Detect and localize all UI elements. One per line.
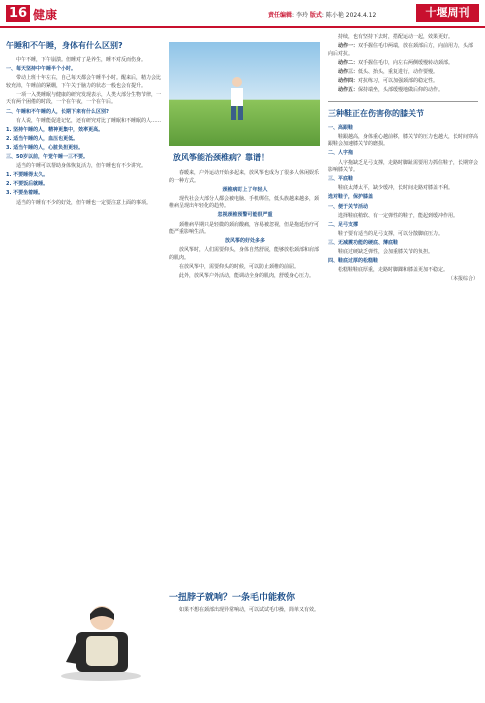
move-3-label: 动作三： <box>338 68 359 75</box>
kite-figure-icon <box>221 76 253 122</box>
left-s1-p2: 一项一入类睡眠与健康的研究发现表示，人类大部分生物节律，一天有两个困倦的时段，一个在午夜，一个在午后。 <box>6 91 162 106</box>
right-section-title: 三种鞋正在伤害你的膝关节 <box>328 108 424 118</box>
choose-3-title: 三、无减震功能的硬底、薄底鞋 <box>328 239 399 246</box>
choose-2-text: 鞋子要有适当的足弓支撑，可以分散脚底压力。 <box>338 230 444 237</box>
left-s2-item-1: 1. 坚持午睡的人，精神更集中，效率更高。 <box>6 126 104 133</box>
page-number: 16 <box>6 5 30 22</box>
left-s3-item-3: 3. 不要坐着睡。 <box>6 190 44 197</box>
middle-sec1-p: 现代社会大部分人都会被电脑、手机绑住，低头族越来越多，颈椎病呈现出年轻化的趋势。 <box>169 195 320 210</box>
right-article <box>328 34 478 285</box>
move-2-label: 动作二： <box>338 59 359 66</box>
left-s2-item-3: 3. 适当午睡的人，心脏负担更轻。 <box>6 144 84 151</box>
middle-sec-4: 一扭脖子就响？一条毛巾能救你 <box>169 593 296 603</box>
section-title: 健康 <box>33 8 58 22</box>
middle-sec2-p: 颈椎病早期只是轻微的颈肩酸痛，容易被忽视，但是拖延治疗可能严重影响生活。 <box>169 221 320 236</box>
middle-sec-3: 放风筝的好处多多 <box>224 238 265 245</box>
move-3-text: 低头、抬头，重复进行，动作要慢。 <box>358 68 439 75</box>
middle-sec3-p2: 在放风筝中，需要仰头的时候，可以防止颈椎的前屈。 <box>179 264 300 271</box>
move-5-label: 动作五： <box>338 87 359 94</box>
choose-3-text: 鞋底过硬缺乏弹性，会加重膝关节的负担。 <box>338 248 434 255</box>
editor-line: 责任编辑: 李玲 版式: 陈小艳 2024.4.12 <box>268 12 377 19</box>
page-header <box>0 0 485 26</box>
left-intro: 中午不睡，下午崩溃。但睡对了是养生，睡不对反而伤身。 <box>16 57 147 63</box>
choose-title: 选对鞋子，保护膝盖 <box>328 194 374 201</box>
choose-4-title: 四、鞋底过厚的松糕鞋 <box>328 258 379 265</box>
move-4-label: 动作四： <box>338 77 359 84</box>
editor-label: 责任编辑 <box>268 12 293 19</box>
right-lead: 持续，也有坚持下去时，搭配运动一起，效果更好。 <box>338 34 454 40</box>
choose-4-text: 松糕鞋鞋底厚重，走路时脚踝和膝盖更加不稳定。 <box>338 267 449 274</box>
left-s1-p1: 带动上班十年左右，自己每天都会午睡半小时。醒来后，精力会比较充沛，午睡前的紧绷，下午关于脑力的状态一般也会有提升。 <box>6 75 162 89</box>
choose-1-title: 一、便于关节活动 <box>328 203 369 210</box>
header-rule <box>0 26 485 28</box>
move-5-text: 保持端坐，头部缓慢地做后仰的动作。 <box>358 87 444 94</box>
move-1-label: 动作一： <box>338 43 359 50</box>
shoe-1-text: 鞋跟越高，身体重心越前移，膝关节的压力也越大，长时间穿高跟鞋会加速膝关节的磨损。 <box>328 133 479 148</box>
designer-name: 陈小艳 <box>325 12 344 19</box>
shoe-2-title: 二、人字拖 <box>328 150 354 157</box>
shoe-3-title: 三、平底鞋 <box>328 176 354 183</box>
move-1-text: 双手握住毛巾两端，放在颈部后方，向前用力，头部向后对抗。 <box>328 43 474 57</box>
kite-family-photo <box>169 42 320 146</box>
middle-sec3-p3: 此外，放风筝户外活动，能调动全身的肌肉，舒缓身心压力。 <box>179 273 315 280</box>
middle-article <box>169 170 321 282</box>
left-article <box>6 40 161 209</box>
middle-sec4-p: 如果不想在颈部出现异常响动，可以试试毛巾操，简单又有效。 <box>179 607 320 613</box>
shoe-1-title: 一、高跟鞋 <box>328 124 354 131</box>
middle-sec3-p: 放风筝时，人们需要仰头，身体自然舒展，能够放松颈部和肩部的肌肉。 <box>169 247 320 261</box>
left-outro: 适当的午睡有不少的好处，但午睡也一定要注意上面的事项。 <box>16 199 152 206</box>
left-section-1: 一、每天坚持中午睡半个小时。 <box>6 66 77 73</box>
shoe-2-text: 人字拖缺乏足弓支撑，走路时脚趾需要用力抓住鞋子，长期穿会影响膝关节。 <box>328 159 479 174</box>
issue-date: 2024.4.12 <box>345 12 377 19</box>
choose-1-text: 选择鞋底稍软、有一定弹性的鞋子，能起到缓冲作用。 <box>338 212 459 219</box>
move-4-text: 对抗练习，可以加强颈部的稳定性。 <box>358 77 439 84</box>
editor-name: 李玲 <box>295 12 308 19</box>
masthead: 十堰周刊 <box>416 4 479 22</box>
shoe-3-text: 鞋底太薄太平，缺少缓冲，长时间走路对膝盖不利。 <box>338 185 454 192</box>
middle-sec-2: 忽视颈椎预警可能很严重 <box>217 212 273 219</box>
left-s3-item-2: 2. 不要饭后就睡。 <box>6 181 49 188</box>
middle-headline: 放风筝能治颈椎病？靠谱！ <box>173 153 269 162</box>
left-article-title: 午睡和不午睡，身体有什么区别? <box>6 41 123 50</box>
left-section-3: 三、50岁以前，午觉午睡一三不要。 <box>6 154 88 161</box>
left-section-2: 二、午睡和不午睡的人，长期下来有什么区别? <box>6 108 109 115</box>
left-s3-item-1: 1. 不要睡得太久。 <box>6 172 49 179</box>
design-label: 版式 <box>309 12 322 19</box>
move-2-text: 双手握住毛巾，向左右两侧缓慢转动颈部。 <box>358 59 454 66</box>
right-divider <box>328 101 478 102</box>
middle-lead: 春暖来，户外运动开始多起来，放风筝也成为了很多人休闲娱乐的一种方式。 <box>169 170 320 184</box>
left-s2-item-2: 2. 适当午睡的人，血压也更低。 <box>6 135 79 142</box>
left-s3-p1: 适当的午睡可以帮助身体恢复活力，但午睡也有不少讲究。 <box>16 163 147 170</box>
left-s2-p1: 有人说，午睡能促进记忆，还有研究对比了睡眠和不睡眠的人…… <box>16 117 162 124</box>
middle-sec-1: 颈椎病盯上了年轻人 <box>222 186 268 193</box>
source-note: （本报综合） <box>447 276 478 283</box>
middle-article-2 <box>169 590 321 616</box>
sleeping-woman-illustration <box>58 592 144 682</box>
choose-2-title: 二、足弓支撑 <box>328 221 359 228</box>
